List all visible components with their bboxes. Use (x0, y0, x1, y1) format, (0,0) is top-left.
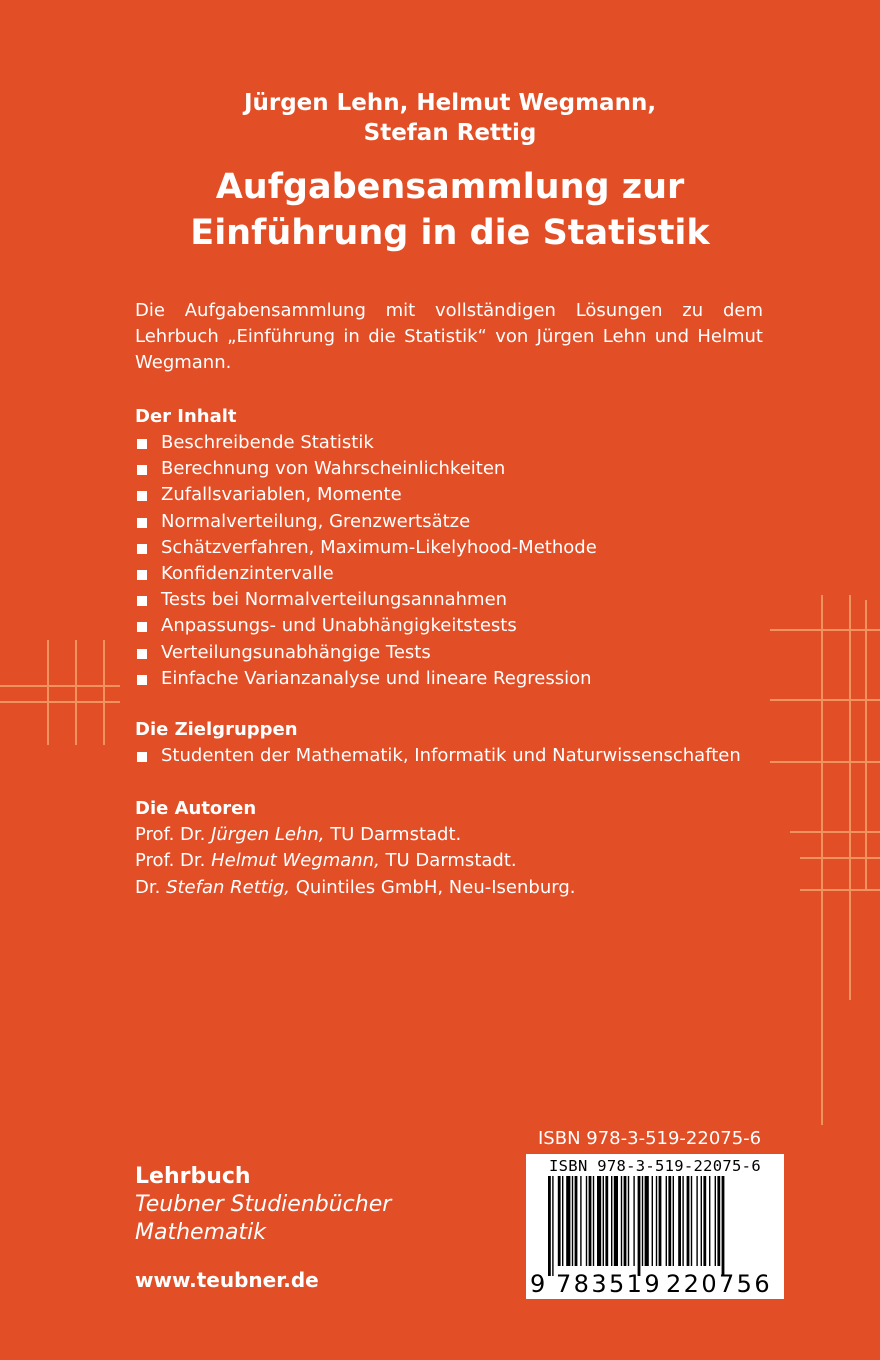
list-item-text: Normalverteilung, Grenzwertsätze (161, 510, 471, 532)
barcode-bar (580, 1176, 581, 1266)
section-heading-inhalt: Der Inhalt (135, 406, 237, 427)
barcode-bar (586, 1176, 587, 1266)
list-item-text: Tests bei Normalverteilungsannahmen (161, 589, 508, 611)
square-bullet-icon (137, 596, 147, 606)
barcode-bar (703, 1176, 706, 1266)
author-entry (135, 822, 575, 848)
series-label: Lehrbuch (135, 1164, 251, 1189)
list-item (135, 743, 741, 769)
series-info (135, 1163, 391, 1247)
square-bullet-icon (137, 439, 147, 449)
barcode-bar (621, 1176, 622, 1266)
barcode-bar (659, 1176, 662, 1266)
square-bullet-icon (137, 675, 147, 685)
barcode-bar (638, 1176, 641, 1276)
square-bullet-icon (137, 491, 147, 501)
list-item (135, 613, 597, 639)
book-description: Die Aufgabensammlung mit vollständigen Lösungen zu dem Lehrbuch „Einführung in die Statistik“ von Jürgen Lehn und Helmut Wegmann. (135, 300, 763, 373)
list-item-text: Verteilungsunabhängige Tests (161, 641, 431, 663)
author-name: Helmut Wegmann, (211, 850, 380, 872)
barcode-bar (668, 1176, 671, 1266)
barcode-digit-group: 783519 (556, 1270, 663, 1298)
barcode-bar (566, 1176, 570, 1266)
list-item-text: Anpassungs- und Unabhängigkeitstests (161, 615, 517, 637)
square-bullet-icon (137, 465, 147, 475)
barcode-bar (624, 1176, 627, 1266)
barcode-bar (558, 1176, 561, 1266)
barcode-bar (696, 1176, 697, 1266)
author-entry (135, 848, 575, 874)
barcode-bar (589, 1176, 592, 1266)
barcode-bar (722, 1176, 725, 1276)
barcode-bar (611, 1176, 612, 1266)
list-item-text: Beschreibende Statistik (161, 432, 374, 453)
author-line: Jürgen Lehn, Helmut Wegmann, (243, 90, 657, 116)
series-line: Teubner Studienbücher (135, 1192, 392, 1217)
author-line: Stefan Rettig (363, 120, 537, 146)
publisher-website: www.teubner.de (135, 1268, 319, 1292)
list-item-text: Berechnung von Wahrscheinlichkeiten (161, 458, 506, 480)
author-title: Prof. Dr. (135, 824, 212, 845)
barcode-bar (656, 1176, 657, 1266)
square-bullet-icon (137, 752, 147, 762)
barcode-bar (614, 1176, 618, 1266)
barcode-bar (652, 1176, 653, 1266)
book-title (0, 164, 880, 256)
series-line: Mathematik (135, 1220, 266, 1245)
barcode-bar (645, 1176, 649, 1266)
barcode-bar (691, 1176, 692, 1266)
square-bullet-icon (137, 544, 147, 554)
barcode-bar (603, 1176, 604, 1266)
barcode-bar (678, 1176, 681, 1266)
barcode-bar (575, 1176, 578, 1266)
barcode-bar (572, 1176, 573, 1266)
barcode-bar (642, 1176, 643, 1266)
barcode-bar (605, 1176, 608, 1266)
inhalt-list (135, 430, 597, 692)
barcode-bar (682, 1176, 683, 1266)
author-entry (135, 875, 575, 901)
author-title: Dr. (135, 876, 167, 898)
list-item (135, 456, 597, 482)
list-item (135, 535, 597, 561)
barcode-digit-group: 220756 (666, 1270, 773, 1298)
list-item-text: Schätzverfahren, Maximum-Likelyhood-Methode (161, 536, 597, 558)
barcode-bar (717, 1176, 720, 1266)
square-bullet-icon (137, 570, 147, 580)
list-item-text: Zufallsvariablen, Momente (161, 484, 402, 506)
author-affiliation: TU Darmstadt. (379, 850, 517, 872)
list-item (135, 666, 597, 692)
cover-authors (0, 88, 880, 148)
author-affiliations (135, 822, 575, 901)
author-name: Stefan Rettig, (166, 876, 290, 898)
barcode-bar (709, 1176, 710, 1266)
barcode-bar (701, 1176, 702, 1266)
barcode-bar (552, 1176, 553, 1276)
list-item (135, 482, 597, 508)
barcode (526, 1154, 784, 1299)
title-line: Aufgabensammlung zur (215, 167, 685, 207)
author-affiliation: TU Darmstadt. (324, 824, 462, 845)
barcode-bar (628, 1176, 629, 1266)
list-item (135, 587, 597, 613)
list-item-text: Einfache Varianzanalyse und lineare Regression (161, 667, 592, 689)
barcode-bar (562, 1176, 563, 1266)
list-item (135, 640, 597, 666)
zielgruppen-list (135, 743, 741, 769)
square-bullet-icon (137, 649, 147, 659)
barcode-bar (593, 1176, 594, 1266)
section-heading-autoren: Die Autoren (135, 798, 257, 819)
barcode-bar (673, 1176, 674, 1266)
list-item (135, 509, 597, 535)
barcode-digit-group: 9 (530, 1270, 546, 1298)
list-item-text: Konfidenzintervalle (161, 563, 334, 585)
title-line: Einführung in die Statistik (190, 213, 710, 253)
list-item-text: Studenten der Mathematik, Informatik und Naturwissenschaften (161, 745, 741, 766)
author-name: Jürgen Lehn, (211, 824, 325, 845)
barcode-bar (597, 1176, 601, 1266)
square-bullet-icon (137, 622, 147, 632)
author-affiliation: Quintiles GmbH, Neu-Isenburg. (289, 876, 576, 898)
author-title: Prof. Dr. (135, 850, 212, 872)
barcode-bar (548, 1176, 551, 1276)
barcode-bar (715, 1176, 716, 1266)
square-bullet-icon (137, 518, 147, 528)
barcode-isbn-line: ISBN 978-3-519-22075-6 (549, 1157, 761, 1175)
list-item (135, 430, 597, 456)
barcode-bar (666, 1176, 667, 1266)
section-heading-zielgruppen: Die Zielgruppen (135, 719, 298, 740)
isbn-label: ISBN 978-3-519-22075-6 (538, 1128, 762, 1149)
barcode-bar (633, 1176, 634, 1266)
barcode-bars (532, 1176, 778, 1276)
list-item (135, 561, 597, 587)
barcode-bar (687, 1176, 690, 1266)
